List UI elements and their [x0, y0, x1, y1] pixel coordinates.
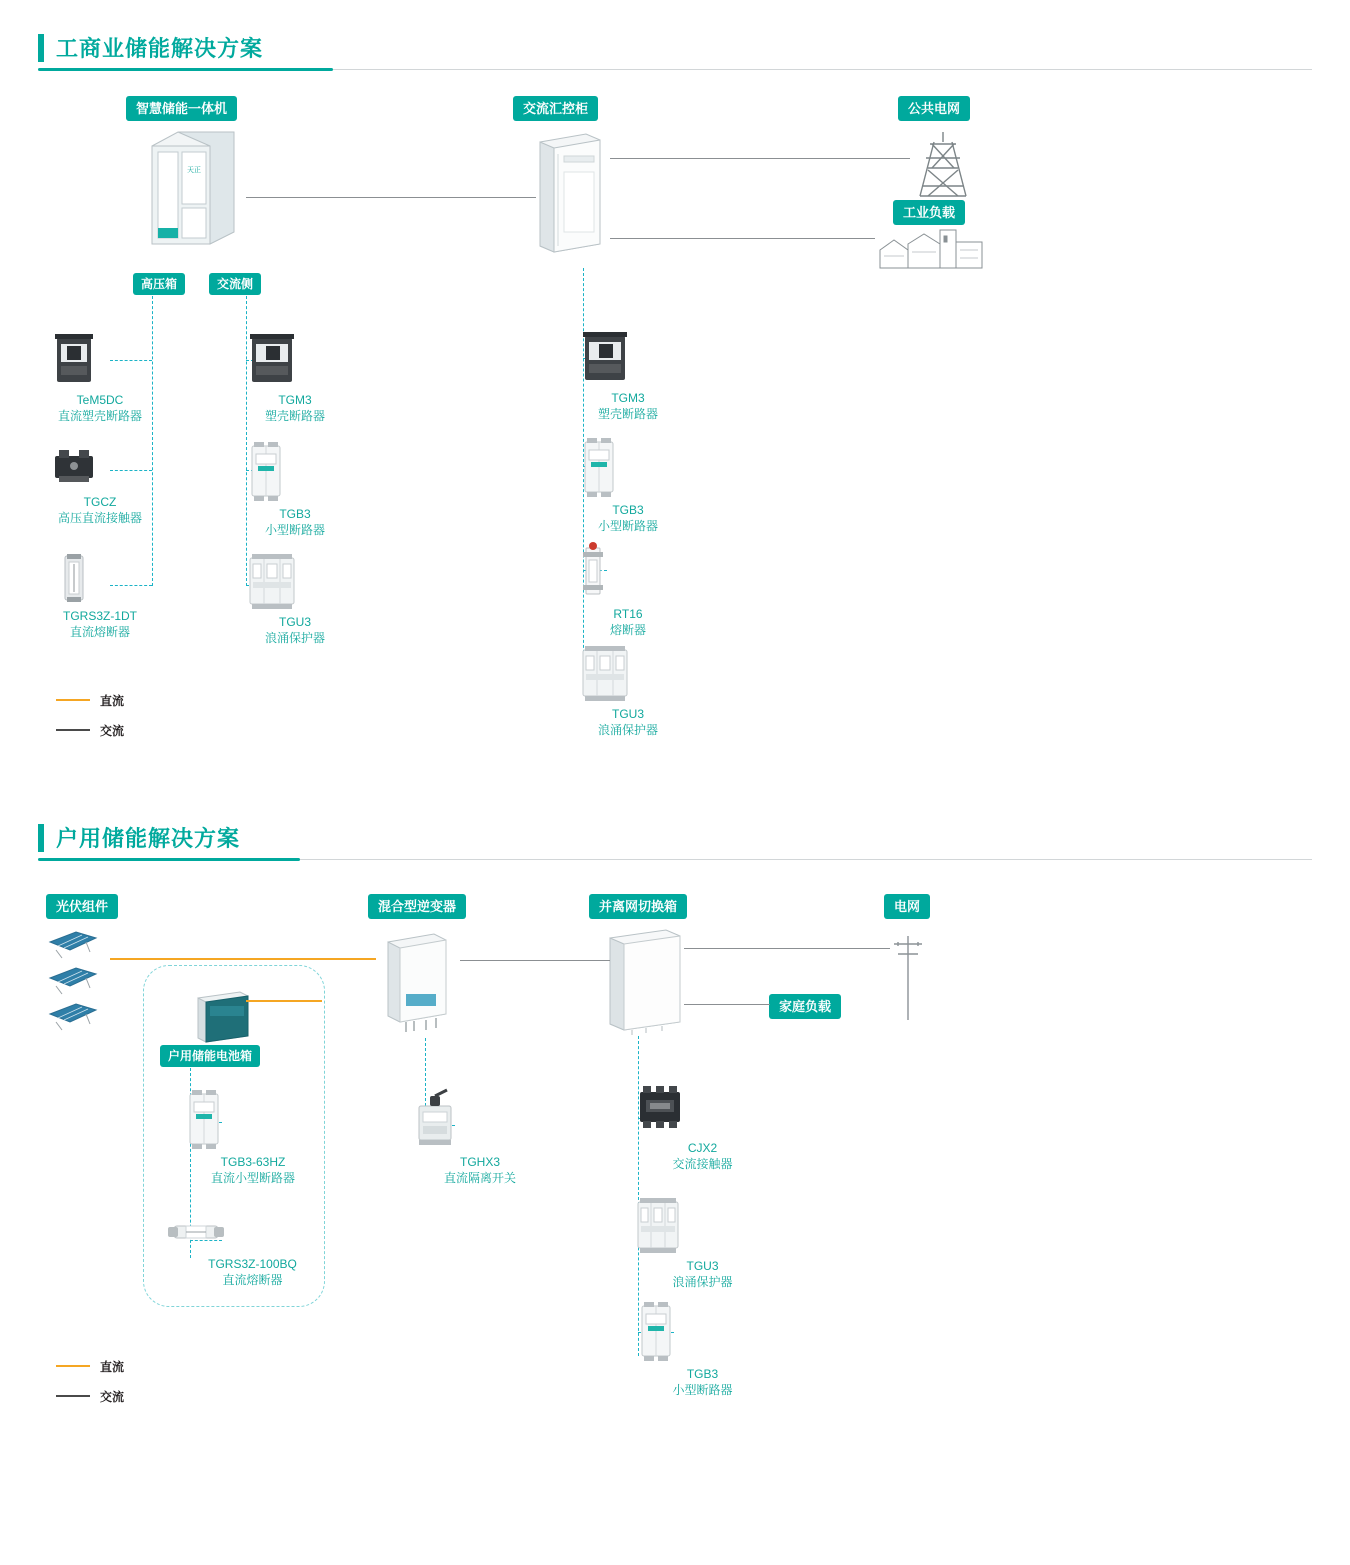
device-name: 浪涌保护器	[672, 1275, 733, 1289]
device-code: TGB3	[686, 1367, 719, 1381]
chip-battery-box: 户用储能电池箱	[160, 1045, 260, 1067]
home-battery-icon	[192, 988, 254, 1044]
section-residential	[0, 800, 1350, 1565]
device-tgu3-switchbox	[630, 1196, 775, 1290]
legend-swatch-ac	[56, 1395, 90, 1397]
device-code: TGM3	[278, 393, 312, 407]
device-name: 熔断器	[609, 623, 646, 637]
device-name: 直流塑壳断路器	[57, 409, 142, 423]
chip-pv-module: 光伏组件	[46, 894, 118, 919]
ess-cabinet-icon	[148, 128, 238, 248]
device-name: 浪涌保护器	[264, 631, 325, 645]
device-name: 小型断路器	[264, 523, 325, 537]
device-cjx2	[630, 1080, 775, 1172]
fuse-icon	[573, 540, 683, 602]
device-tgu3-ac	[240, 552, 350, 646]
surge-protector-icon	[240, 552, 350, 610]
line-pv-to-battery-dc	[110, 958, 376, 960]
heading-rule-accent	[38, 68, 333, 71]
chip-hv-box: 高压箱	[133, 273, 185, 295]
chip-hybrid-inverter: 混合型逆变器	[368, 894, 466, 919]
line-switchbox-to-grid	[684, 948, 890, 949]
miniature-breaker-icon	[630, 1300, 775, 1362]
molded-case-breaker-icon	[573, 328, 683, 386]
heading-rule-accent-2	[38, 858, 300, 861]
line-battery-branch-dc	[246, 1000, 322, 1002]
legend-item-dc	[56, 1356, 124, 1376]
chip-home-load: 家庭负载	[769, 994, 841, 1019]
device-name: 浪涌保护器	[597, 723, 658, 737]
dc-contactor-icon	[45, 442, 155, 490]
molded-case-breaker-icon	[45, 330, 155, 388]
heading-accent-bar	[38, 824, 44, 852]
chip-ess: 智慧储能一体机	[126, 96, 237, 121]
hybrid-inverter-icon	[382, 928, 454, 1036]
miniature-breaker-icon	[573, 436, 683, 498]
device-name: 塑壳断路器	[264, 409, 325, 423]
svg-text:天正: 天正	[187, 167, 201, 174]
device-code: TGRS3Z-100BQ	[208, 1257, 297, 1271]
power-pylon-icon	[908, 128, 978, 200]
line-cabinet-to-grid	[610, 158, 910, 159]
device-name: 直流小型断路器	[210, 1171, 295, 1185]
heading-rule	[333, 69, 1312, 70]
device-tgrs3z-1dt	[45, 552, 155, 640]
legend-item-ac	[56, 720, 124, 740]
chip-industrial-load: 工业负载	[893, 200, 965, 225]
device-tgrs3z-100bq	[160, 1212, 345, 1288]
device-name: 小型断路器	[672, 1383, 733, 1397]
device-code: CJX2	[687, 1141, 718, 1155]
legend-label-dc: 直流	[100, 693, 125, 708]
heading-accent-bar	[38, 34, 44, 62]
surge-protector-icon	[630, 1196, 775, 1254]
device-code: TGU3	[686, 1259, 719, 1273]
heading-rule-2	[300, 859, 1312, 860]
legend-commercial	[56, 690, 124, 750]
legend-label-ac: 交流	[100, 1389, 125, 1404]
page-subtitle: 户用储能解决方案	[56, 826, 241, 851]
device-tghx3	[405, 1088, 555, 1186]
device-code: TGU3	[278, 615, 311, 629]
chip-ac-side: 交流侧	[209, 273, 261, 295]
legend-item-ac	[56, 1386, 124, 1406]
device-name: 塑壳断路器	[597, 407, 658, 421]
device-code: TeM5DC	[76, 393, 124, 407]
device-tgb3-ac	[240, 440, 350, 538]
line-ess-to-cabinet	[246, 197, 536, 198]
chip-switch-box: 并离网切换箱	[589, 894, 687, 919]
legend-swatch-dc	[56, 1365, 90, 1367]
device-code: TGRS3Z-1DT	[62, 609, 137, 623]
page-title: 工商业储能解决方案	[56, 36, 264, 61]
device-code: TGU3	[611, 707, 644, 721]
dc-isolator-icon	[405, 1088, 555, 1150]
dc-fuse-icon	[45, 552, 155, 604]
switch-box-icon	[606, 926, 684, 1036]
device-tgm3-ac	[240, 330, 350, 424]
legend-swatch-ac	[56, 729, 90, 731]
device-code: TGB3-63HZ	[220, 1155, 286, 1169]
device-name: 直流熔断器	[69, 625, 130, 639]
ac-contactor-icon	[630, 1080, 775, 1136]
device-code: TGHX3	[459, 1155, 500, 1169]
surge-protector-icon	[573, 644, 683, 702]
pv-panels-icon	[46, 928, 102, 1036]
legend-item-dc	[56, 690, 124, 710]
legend-residential	[56, 1356, 124, 1416]
device-tgu3-cabinet	[573, 644, 683, 738]
molded-case-breaker-icon	[240, 330, 350, 388]
chip-public-grid: 公共电网	[898, 96, 970, 121]
device-code: TGM3	[611, 391, 645, 405]
miniature-breaker-icon	[178, 1088, 328, 1150]
cylindrical-fuse-icon	[160, 1212, 345, 1252]
section-heading-commercial	[38, 32, 263, 63]
ac-cabinet-icon	[534, 128, 606, 256]
factory-icon	[878, 224, 984, 270]
device-tem5dc	[45, 330, 155, 424]
device-tgb3-switchbox	[630, 1300, 775, 1398]
utility-pole-icon	[890, 928, 926, 1024]
chip-ac-cabinet: 交流汇控柜	[513, 96, 598, 121]
device-tgb3-63hz	[178, 1088, 328, 1186]
device-name: 高压直流接触器	[57, 511, 142, 525]
device-name: 直流熔断器	[222, 1273, 283, 1287]
line-switchbox-to-home-load	[684, 1004, 770, 1005]
device-name: 小型断路器	[597, 519, 658, 533]
line-cabinet-to-load	[610, 238, 875, 239]
device-name: 直流隔离开关	[443, 1171, 516, 1185]
chip-grid: 电网	[884, 894, 930, 919]
legend-label-dc: 直流	[100, 1359, 125, 1374]
miniature-breaker-icon	[240, 440, 350, 502]
device-tgb3-cabinet	[573, 436, 683, 534]
device-code: TGCZ	[83, 495, 117, 509]
device-tgcz	[45, 442, 155, 526]
device-code: RT16	[613, 607, 643, 621]
section-heading-residential	[38, 822, 240, 853]
device-rt16	[573, 540, 683, 638]
line-inverter-to-switchbox	[460, 960, 610, 961]
legend-label-ac: 交流	[100, 723, 125, 738]
device-tgm3-cabinet	[573, 328, 683, 422]
device-name: 交流接触器	[672, 1157, 733, 1171]
device-code: TGB3	[279, 507, 311, 521]
legend-swatch-dc	[56, 699, 90, 701]
device-code: TGB3	[612, 503, 644, 517]
